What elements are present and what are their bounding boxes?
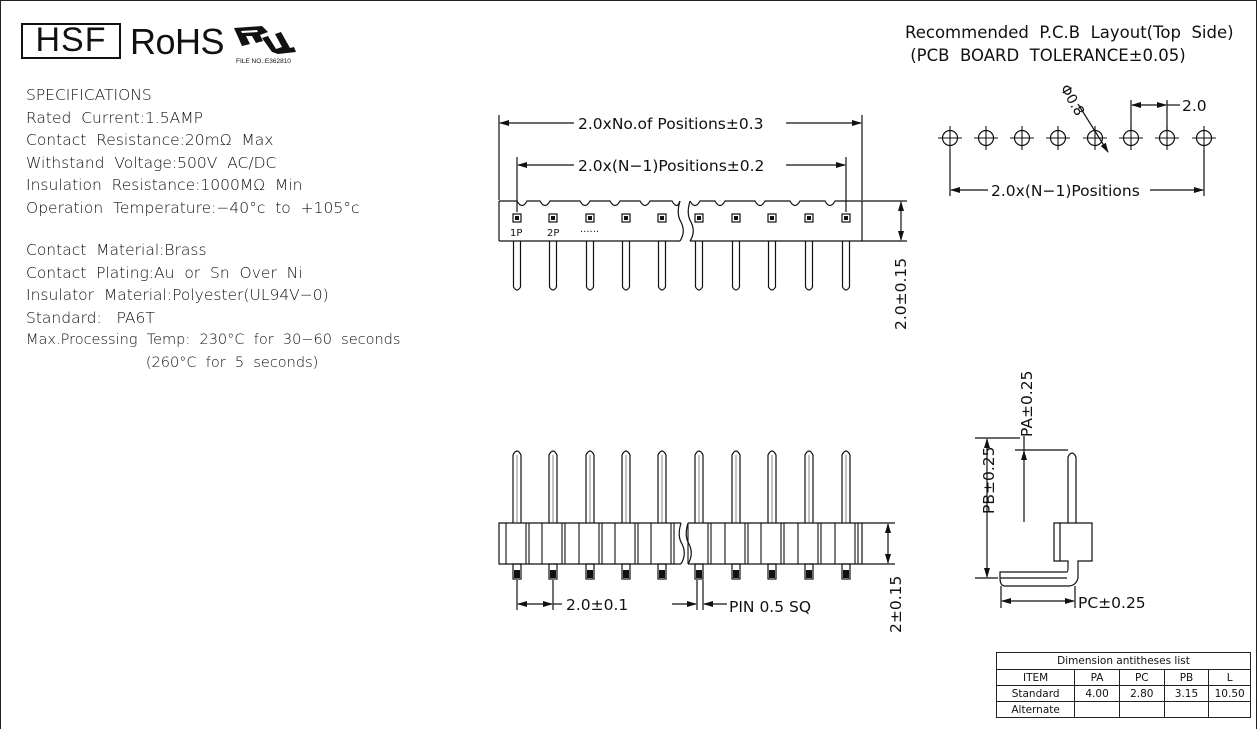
table-header-cell: L	[1209, 670, 1251, 686]
table-cell: Alternate	[997, 702, 1075, 718]
front-view	[499, 523, 895, 610]
pin-tip	[696, 570, 702, 578]
pin-lead	[514, 241, 521, 290]
pcb-layout-heading: Recommended P.C.B Layout(Top Side)	[905, 23, 1234, 42]
pin-lead	[550, 241, 557, 290]
table-header-cell: PB	[1164, 670, 1209, 686]
pin-tip	[843, 570, 849, 578]
table-cell	[1209, 702, 1251, 718]
pin-span-label: 2.0x(N−1)Positions±0.2	[578, 157, 765, 175]
material-line: Max.Processing Temp: 230°C for 30−60 seconds	[26, 332, 401, 348]
pin-size-label: PIN 0.5 SQ	[729, 598, 812, 616]
pin-lead	[623, 241, 630, 290]
side-pin-vertical	[1068, 453, 1076, 523]
table-cell: Standard	[997, 686, 1075, 702]
pc-label: PC±0.25	[1078, 594, 1146, 612]
hole-diameter-label: Φ0.8	[1056, 82, 1088, 119]
pin-square-core	[588, 216, 592, 220]
pcb-holes	[938, 126, 1216, 150]
specifications-title: SPECIFICATIONS	[26, 86, 152, 104]
pin-square-core	[660, 216, 664, 220]
dimension-table	[996, 652, 1251, 718]
pin-lead	[806, 241, 813, 290]
table-cell	[1164, 702, 1209, 718]
front-pitch-label: 2.0±0.1	[566, 596, 629, 614]
pcb-board-tolerance: (PCB BOARD TOLERANCE±0.05)	[910, 46, 1186, 65]
material-line: (260°C for 5 seconds)	[26, 354, 319, 371]
pin-lead	[843, 241, 850, 290]
pin-square-core	[734, 216, 738, 220]
pin-square-core	[807, 216, 811, 220]
pin-square-core	[844, 216, 848, 220]
spec-line: Rated Current:1.5AMP	[26, 108, 203, 127]
table-cell: 2.80	[1119, 686, 1164, 702]
pin-lead	[587, 241, 594, 290]
pin-square-core	[515, 216, 519, 220]
front-view-pins	[506, 451, 858, 579]
pin-tip	[623, 570, 629, 578]
pin-tip	[733, 570, 739, 578]
material-line: Insulator Material:Polyester(UL94V−0)	[26, 286, 329, 304]
pin-continuation-dots: ......	[580, 224, 600, 235]
pcb-span-label: 2.0x(N−1)Positions	[991, 182, 1140, 200]
ul-file-number: FILE NO.:E362810	[236, 58, 291, 65]
pb-label: PB±0.25	[980, 446, 998, 514]
overall-length-label: 2.0xNo.of Positions±0.3	[578, 115, 764, 133]
table-cell: 10.50	[1209, 686, 1251, 702]
spec-line: Contact Resistance:20mΩ Max	[26, 131, 274, 149]
pin-tip	[587, 570, 593, 578]
hsf-logo: HSF	[21, 23, 121, 59]
pcb-pitch-label: 2.0	[1182, 97, 1207, 115]
rohs-logo: RoHS	[130, 21, 225, 62]
pin-tip	[806, 570, 812, 578]
pin-square-core	[551, 216, 555, 220]
pin-lead	[696, 241, 703, 290]
table-cell	[1075, 702, 1120, 718]
top-view-pins	[513, 214, 850, 290]
material-line: Contact Material:Brass	[26, 241, 207, 259]
pin-lead	[659, 241, 666, 290]
material-line: Contact Plating:Au or Sn Over Ni	[26, 263, 303, 282]
table-cell: 3.15	[1164, 686, 1209, 702]
pin-tip	[514, 570, 520, 578]
front-housing-outline	[499, 523, 862, 564]
table-header-cell: PA	[1075, 670, 1120, 686]
pa-label: PA±0.25	[1018, 370, 1036, 437]
pin-square-core	[697, 216, 701, 220]
spec-line: Operation Temperature:−40°c to +105°c	[26, 198, 360, 217]
material-line: Standard: PA6T	[26, 308, 155, 327]
table-cell	[1119, 702, 1164, 718]
pin-square-core	[624, 216, 628, 220]
dimension-table-caption: Dimension antitheses list	[997, 653, 1251, 670]
pin-tip	[659, 570, 665, 578]
pin2-label: 2P	[547, 228, 560, 239]
pin-lead	[769, 241, 776, 290]
spec-line: Insulation Resistance:1000MΩ Min	[26, 176, 303, 194]
table-header-cell: PC	[1119, 670, 1164, 686]
table-cell: 4.00	[1075, 686, 1120, 702]
front-height-label: 2±0.15	[887, 575, 905, 633]
top-height-label: 2.0±0.15	[892, 257, 910, 330]
pin-tip	[769, 570, 775, 578]
pin1-label: 1P	[510, 228, 523, 239]
spec-line: Withstand Voltage:500V AC/DC	[26, 153, 277, 172]
side-housing	[1000, 523, 1092, 586]
table-header-cell: ITEM	[997, 670, 1075, 686]
pin-tip	[550, 570, 556, 578]
pin-square-core	[770, 216, 774, 220]
pin-lead	[733, 241, 740, 290]
